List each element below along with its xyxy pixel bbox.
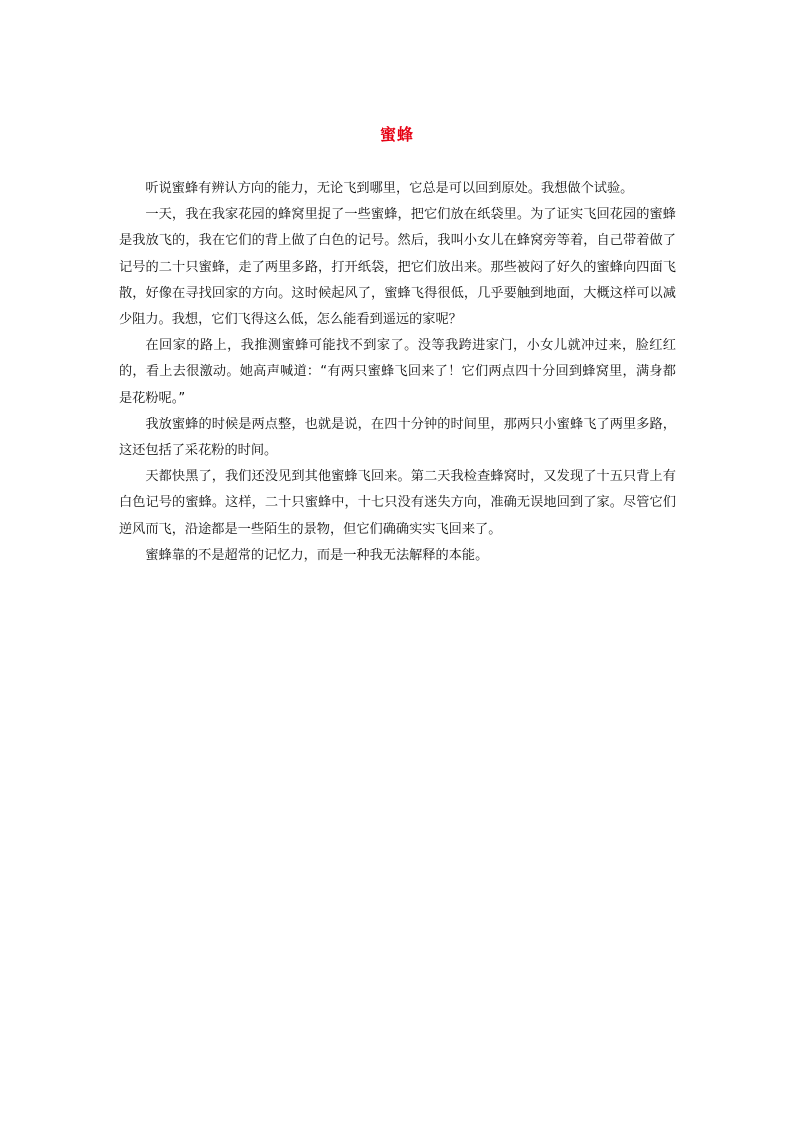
paragraph-4: 我放蜜蜂的时候是两点整，也就是说，在四十分钟的时间里，那两只小蜜蜂飞了两里多路，这还包括了采花粉的时间。 [119, 416, 676, 459]
paragraph-2: 一天，我在我家花园的蜂窝里捉了一些蜜蜂，把它们放在纸袋里。为了证实飞回花园的蜜蜂是我放飞的，我在它们的背上做了白色的记号。然后，我叫小女儿在蜂窝旁等着，自己带着做了记号的二十只蜜蜂，走了两里多路，打开纸袋，把它们放出来。那些被闷了好久的蜜蜂向四面飞散，好像在寻找回家的方向。这时候起风了，蜜蜂飞得很低，几乎要触到地面，大概这样可以减少阻力。我想，它们飞得这么低，怎么能看到遥远的家呢？ [119, 207, 676, 328]
paragraph-6: 蜜蜂靠的不是超常的记忆力，而是一种我无法解释的本能。 [145, 547, 489, 563]
document-title: 蜜蜂 [379, 125, 414, 144]
paragraph-5: 天都快黑了，我们还没见到其他蜜蜂飞回来。第二天我检查蜂窝时，又发现了十五只背上有白色记号的蜜蜂。这样，二十只蜜蜂中，十七只没有迷失方向，准确无误地回到了家。尽管它们逆风而飞，沿途都是一些陌生的景物，但它们确确实实飞回来了。 [119, 469, 676, 537]
paragraph-1: 听说蜜蜂有辨认方向的能力，无论飞到哪里，它总是可以回到原处。我想做个试验。 [145, 181, 634, 196]
document-body [119, 176, 676, 569]
paragraph-3: 在回家的路上，我推测蜜蜂可能找不到家了。没等我跨进家门，小女儿就冲过来，脸红红的，看上去很激动。她高声喊道：“有两只蜜蜂飞回来了！它们两点四十分回到蜂窝里，满身都是花粉呢。” [119, 338, 676, 406]
